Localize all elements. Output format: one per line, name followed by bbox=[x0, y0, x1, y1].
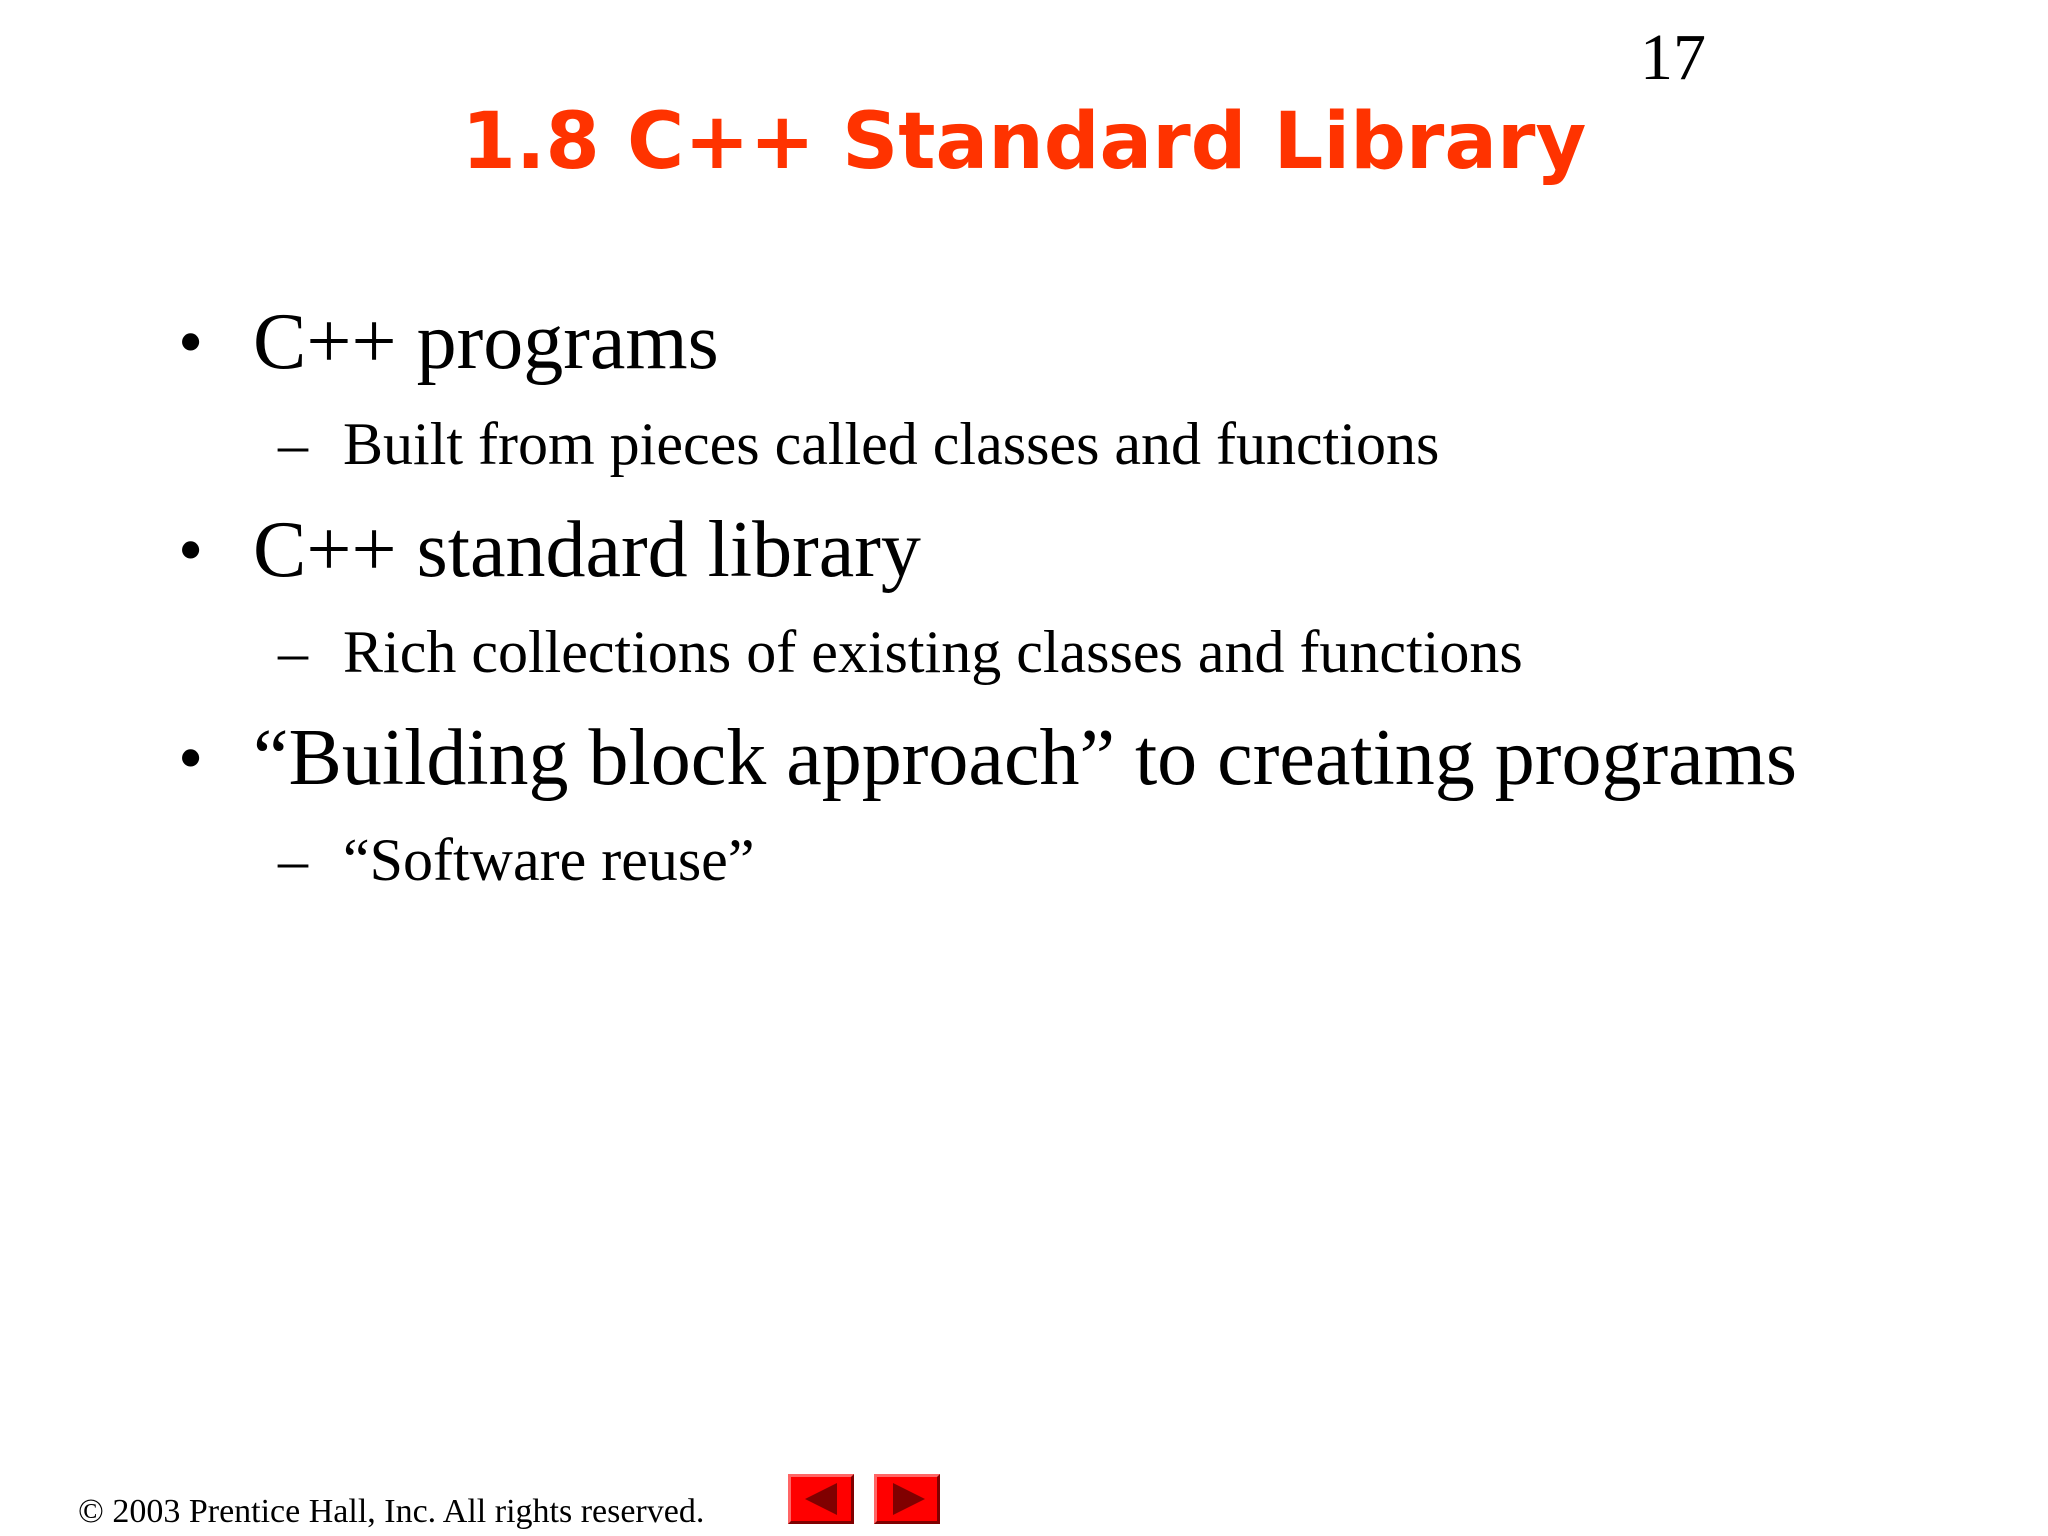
bullet-text: “Building block approach” to creating programs bbox=[253, 714, 1797, 802]
bullet-glyph: • bbox=[178, 510, 204, 590]
sub-bullet-text: Built from pieces called classes and functions bbox=[343, 411, 1440, 477]
triangle-left-icon bbox=[791, 1477, 851, 1521]
sub-bullet-glyph: – bbox=[278, 619, 308, 685]
slide-title: 1.8 C++ Standard Library bbox=[461, 97, 1587, 187]
previous-slide-button[interactable] bbox=[788, 1474, 854, 1524]
bullet-text: C++ standard library bbox=[253, 506, 921, 594]
sub-bullet-glyph: – bbox=[278, 411, 308, 477]
sub-bullet-text: “Software reuse” bbox=[343, 827, 755, 893]
triangle-right-icon bbox=[877, 1477, 937, 1521]
bullet-glyph: • bbox=[178, 718, 204, 798]
next-slide-button[interactable] bbox=[874, 1474, 940, 1524]
sub-bullet-text: Rich collections of existing classes and functions bbox=[343, 619, 1523, 685]
bullet-glyph: • bbox=[178, 302, 204, 382]
copyright-footer: © 2003 Prentice Hall, Inc. All rights reserved. bbox=[78, 1493, 705, 1530]
bullet-text: C++ programs bbox=[253, 298, 719, 386]
sub-bullet-glyph: – bbox=[278, 827, 308, 893]
page-number: 17 bbox=[1640, 21, 1706, 94]
